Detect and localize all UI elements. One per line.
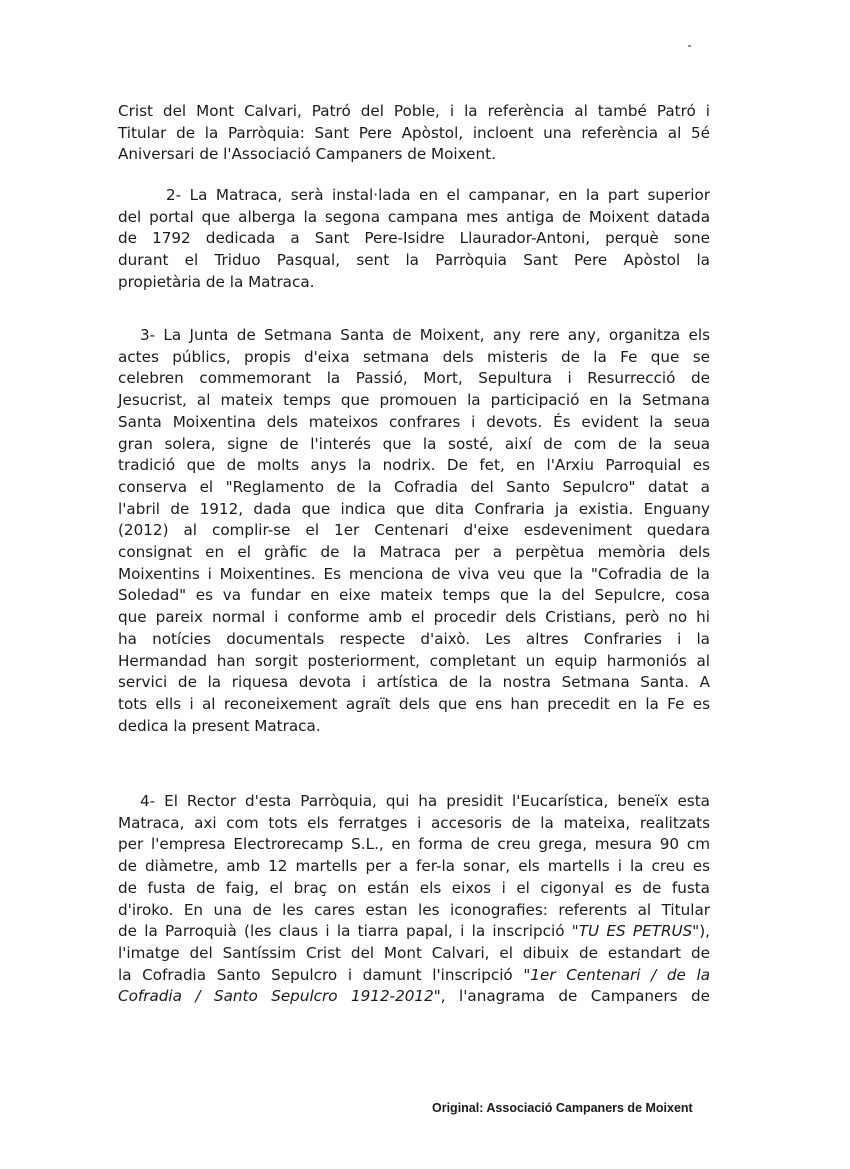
scan-speck: [688, 45, 691, 47]
text-line: conserva el "Reglamento de la Cofradia del Santo Sepulcro" datat a: [118, 477, 710, 496]
text-line: Santa Moixentina dels mateixos confrares i devots. És evident la seua: [118, 412, 710, 431]
text-line: l'abril de 1912, dada que indica que dita Confraria ja existia. Enguany: [118, 499, 710, 518]
text-line: per l'empresa Electrorecamp S.L., en forma de creu grega, mesura 90 cm: [118, 835, 710, 854]
text-line: 4- El Rector d'esta Parròquia, qui ha presidit l'Eucarística, beneïx esta: [140, 792, 710, 810]
text-line: Moixentins i Moixentines. Es menciona de viva veu que la "Cofradia de la: [118, 564, 710, 583]
text-line: Hermandad han sorgit posteriorment, completant un equip harmoniós al: [118, 651, 710, 670]
text-line: de 1792 dedicada a Sant Pere-Isidre Llaurador-Antoni, perquè sone: [118, 229, 710, 248]
text-line: Aniversari de l'Associació Campaners de Moixent.: [118, 145, 496, 164]
text-segment: "),: [692, 922, 710, 941]
text-line: Matraca, axi com tots els ferratges i accesoris de la mateixa, realitzats: [118, 813, 710, 832]
text-line: del portal que alberga la segona campana mes antiga de Moixent datada: [118, 207, 710, 226]
text-line: que pareix normal i conforme amb el procedir dels Cristians, però no hi: [118, 608, 710, 627]
text-line: actes públics, propis d'eixa setmana dels misteris de la Fe que se: [118, 347, 710, 366]
text-line: ha notícies documentals respecte d'això. Les altres Confraries i la: [118, 629, 710, 648]
text-line: celebren commemorant la Passió, Mort, Sepultura i Resurrecció de: [118, 369, 710, 388]
text-line: [118, 921, 710, 943]
paragraph-4: [118, 791, 710, 1008]
text-line: tots ells i al reconeixement agraït dels que ens han precedit en la Fe es: [118, 694, 710, 713]
text-line: Titular de la Parròquia: Sant Pere Apòstol, incloent una referència al 5é: [118, 123, 710, 142]
text-line: [118, 965, 710, 987]
text-line: Jesucrist, al mateix temps que promouen la participació en la Setmana: [118, 391, 710, 410]
text-line: durant el Triduo Pasqual, sent la Parròquia Sant Pere Apòstol la: [118, 251, 710, 270]
text-line: dedica la present Matraca.: [118, 716, 321, 735]
text-segment: ", l'anagrama de Campaners de: [433, 987, 710, 1006]
text-segment: de la Parroquià (les claus i la tiarra papal, i la inscripció ": [118, 922, 579, 941]
text-line: d'iroko. En una de les cares estan les iconografies: referents al Titular: [118, 900, 710, 919]
inscription-cofradia: Cofradia / Santo Sepulcro 1912-2012: [118, 987, 434, 1006]
text-line: propietària de la Matraca.: [118, 272, 315, 291]
text-line: Soledad" es va fundar en eixe mateix temps que la del Sepulcre, cosa: [118, 586, 710, 605]
text-line: (2012) al complir-se el 1er Centenari d'eixe esdeveniment quedara: [118, 521, 710, 540]
text-line: 2- La Matraca, serà instal·lada en el campanar, en la part superior: [166, 186, 710, 204]
text-line: servici de la riquesa devota i artística de la nostra Setmana Santa. A: [118, 673, 710, 692]
inscription-tu-es-petrus: TU ES PETRUS: [578, 922, 693, 941]
text-line: [118, 986, 710, 1008]
text-line: consignat en el gràfic de la Matraca per a perpètua memòria dels: [118, 543, 710, 562]
paragraph-2: [118, 185, 710, 294]
text-line: de fusta de faig, el braç on están els eixos i el cigonyal es de fusta: [118, 878, 710, 897]
paragraph-1: [118, 101, 710, 166]
inscription-centenari: 1er Centenari / de la: [530, 965, 710, 984]
text-line: tradició que de molts anys la nodrix. De fet, en l'Arxiu Parroquial es: [118, 456, 710, 475]
footer-credit: Original: Associació Campaners de Moixent: [432, 1101, 693, 1115]
text-line: de diàmetre, amb 12 martells per a fer-la sonar, els martells i la creu es: [118, 857, 710, 876]
text-line: Crist del Mont Calvari, Patró del Poble, i la referència al també Patró i: [118, 102, 710, 120]
text-line: 3- La Junta de Setmana Santa de Moixent, any rere any, organitza els: [140, 326, 710, 344]
text-line: gran solera, signe de l'interés que la sosté, així de com de la seua: [118, 434, 710, 453]
text-line: l'imatge del Santíssim Crist del Mont Calvari, el dibuix de estandart de: [118, 943, 710, 962]
paragraph-3: [118, 325, 710, 737]
text-segment: la Cofradia Santo Sepulcro i damunt l'inscripció ": [118, 965, 531, 984]
